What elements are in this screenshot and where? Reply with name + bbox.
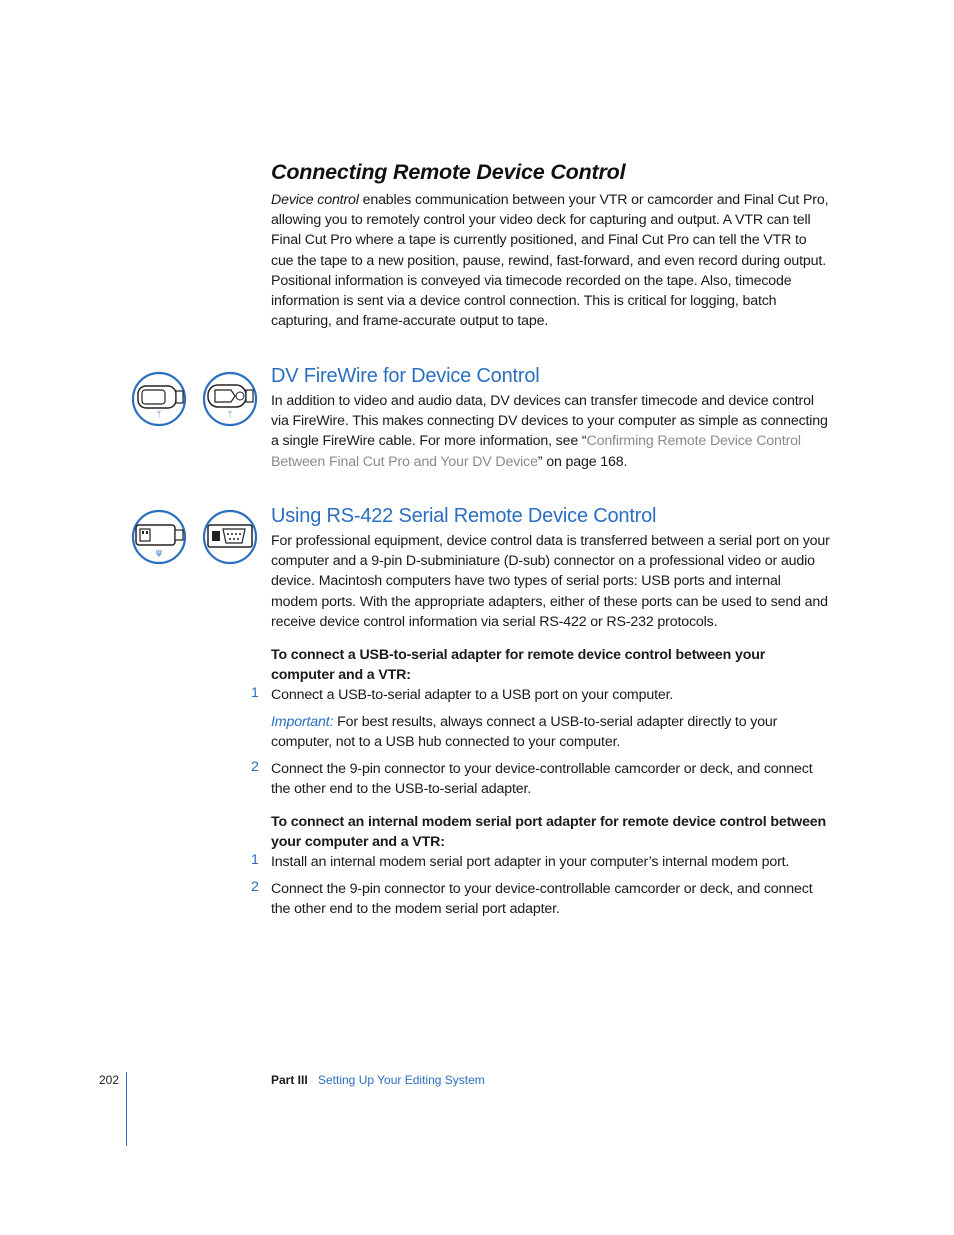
db9-serial-icon: [201, 509, 259, 567]
page-number: 202: [99, 1073, 120, 1087]
firewire-4pin-icon: [131, 371, 189, 429]
footer-part-label: Part III: [271, 1073, 308, 1087]
step-number: 1: [251, 685, 259, 701]
section2-paragraph: [271, 391, 831, 472]
important-note: [271, 712, 831, 752]
svg-text:ψ: ψ: [156, 548, 162, 558]
step-number: 1: [251, 852, 259, 868]
footer-part-title: Setting Up Your Editing System: [318, 1073, 485, 1087]
section2-body-after: ” on page 168.: [537, 453, 628, 470]
procedure1-intro: To connect a USB-to-serial adapter for remote device control between your computer and a VTR:: [271, 647, 766, 684]
svg-text:ᛉ: ᛉ: [227, 410, 233, 419]
step-text: Connect the 9-pin connector to your device-controllable camcorder or deck, and connect the other end to the modem serial port adapter.: [271, 881, 813, 918]
term-device-control: Device control: [271, 192, 359, 208]
step-text: Install an internal modem serial port adapter in your computer’s internal modem port.: [271, 854, 790, 870]
important-text: For best results, always connect a USB-to-serial adapter directly to your computer, not to a USB hub connected to your computer.: [271, 714, 778, 751]
svg-text:ᛉ: ᛉ: [156, 410, 162, 419]
step-text: Connect a USB-to-serial adapter to a USB port on your computer.: [271, 687, 674, 703]
section1-paragraph: [271, 190, 831, 331]
section-title-rs422: Using RS-422 Serial Remote Device Control: [271, 505, 657, 527]
usb-plug-icon: [131, 509, 189, 567]
important-label: Important:: [271, 714, 334, 730]
step-number: 2: [251, 759, 259, 775]
section-title-connecting-remote: Connecting Remote Device Control: [271, 160, 626, 184]
section2-body-before: In addition to video and audio data, DV devices can transfer timecode and device control via FireWire. This makes connecting DV devices to your computer as simple as connecting a single FireWire cable. For more information, see “: [271, 393, 828, 450]
footer-divider: [126, 1072, 127, 1146]
section1-body: enables communication between your VTR or camcorder and Final Cut Pro, allowing you to remotely control your video deck for capturing and output. A VTR can tell Final Cut Pro where a tape is currently positioned, and Final Cut Pro can tell the VTR to cue the tape to a new position, pause, rewind, fast-forward, and even record during output. Positional information is conveyed via timecode recorded on the tape. Also, timecode information is sent via a device control connection. This is critical for logging, batch capturing, and frame-accurate output to tape.: [271, 192, 829, 330]
procedure2-intro: To connect an internal modem serial port adapter for remote device control between your computer and a VTR:: [271, 814, 827, 851]
step-number: 2: [251, 879, 259, 895]
cross-reference-link[interactable]: Confirming Remote Device Control Between Final Cut Pro and Your DV Device: [271, 433, 801, 470]
section3-paragraph: For professional equipment, device control data is transferred between a serial port on your computer and a 9-pin D-subminiature (D-sub) connector on a professional video or audio device. Macintosh computers have two types of serial ports: USB ports and internal modem ports. With the appropriate adapters, either of these ports can be used to send and receive device control information via serial RS-422 or RS-232 protocols.: [271, 533, 830, 630]
firewire-6pin-icon: [201, 371, 259, 429]
section-title-dv-firewire: DV FireWire for Device Control: [271, 365, 540, 387]
step-text: Connect the 9-pin connector to your device-controllable camcorder or deck, and connect the other end to the USB-to-serial adapter.: [271, 761, 813, 798]
